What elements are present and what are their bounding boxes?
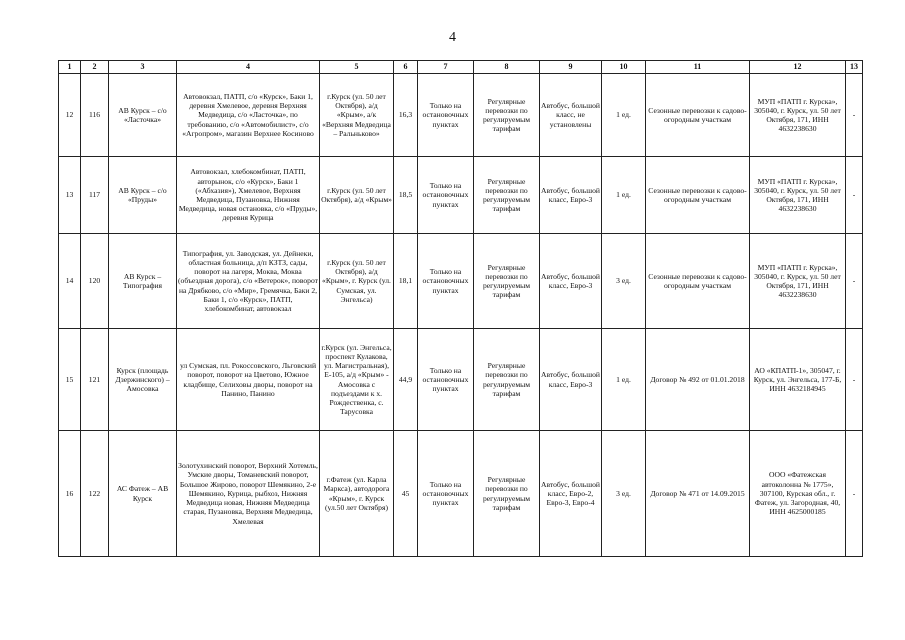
carrier-info: АО «КПАТП-1», 305047, г. Курск, ул. Энгельса, 177-Б, ИНН 4632184945 <box>750 329 846 431</box>
schedule-basis: Договор № 471 от 14.09.2015 <box>646 431 750 557</box>
boarding-procedure: Только на остановочных пунктах <box>418 74 474 157</box>
table-row <box>59 234 863 329</box>
row-number: 14 <box>59 234 81 329</box>
column-header: 4 <box>177 61 320 74</box>
vehicle-class: Автобус, большой класс, Евро-2, Евро-3, Евро-4 <box>540 431 602 557</box>
stops-list: Автовокзал, хлебокомбинат, ПАТП, авторынок, с/о «Курск», Баки 1 («Абхазия»), Хмелевое, Верхняя Медведица, Пузановка, Нижняя Медведица, новая остановка, с/о «Пруды», деревня Курица <box>177 157 320 234</box>
streets-roads: г.Курск (ул. 50 лет Октября), а/д «Крым», г. Курск (ул. Сумская, ул. Энгельса) <box>320 234 394 329</box>
streets-roads: г.Курск (ул. 50 лет Октября), а/д «Крым» <box>320 157 394 234</box>
table-row <box>59 157 863 234</box>
vehicle-count: 1 ед. <box>602 157 646 234</box>
route-name: АВ Курск – с/о «Пруды» <box>109 157 177 234</box>
notes: - <box>846 157 863 234</box>
route-number: 120 <box>81 234 109 329</box>
vehicle-class: Автобус, большой класс, Евро-3 <box>540 157 602 234</box>
route-number: 117 <box>81 157 109 234</box>
row-number: 12 <box>59 74 81 157</box>
vehicle-count: 1 ед. <box>602 74 646 157</box>
route-length: 45 <box>394 431 418 557</box>
transport-type: Регулярные перевозки по регулируемым тарифам <box>474 329 540 431</box>
boarding-procedure: Только на остановочных пунктах <box>418 157 474 234</box>
page-number: 4 <box>449 30 456 45</box>
notes: - <box>846 431 863 557</box>
vehicle-count: 3 ед. <box>602 431 646 557</box>
row-number: 13 <box>59 157 81 234</box>
vehicle-class: Автобус, большой класс, Евро-3 <box>540 234 602 329</box>
carrier-info: МУП «ПАТП г. Курска», 305040, г. Курск, ул. 50 лет Октября, 171, ИНН 4632238630 <box>750 234 846 329</box>
column-header: 9 <box>540 61 602 74</box>
boarding-procedure: Только на остановочных пунктах <box>418 431 474 557</box>
route-length: 16,3 <box>394 74 418 157</box>
stops-list: Автовокзал, ПАТП, с/о «Курск», Баки 1, деревня Хмелевое, деревня Верхняя Медведица, с/о «Ласточка», по требованию, с/о «Автомобилист», с/о «Агропром», магазин Верхнее Косиново <box>177 74 320 157</box>
row-number: 16 <box>59 431 81 557</box>
header-row <box>59 61 863 74</box>
streets-roads: г.Курск (ул. Энгельса, проспект Кулакова, ул. Магистральная), Е-105, а/д «Крым» - Амосовка с подъездами к х. Рождественка, с. Тарусовка <box>320 329 394 431</box>
schedule-basis: Сезонные перевозки к садово-огородным участкам <box>646 74 750 157</box>
vehicle-class: Автобус, большой класс, не установлены <box>540 74 602 157</box>
stops-list: Золотухинский поворот, Верхний Хотемль, Умские дворы, Томаневский поворот, Большое Жирово, поворот Шемякино, 2-е Шемякино, Курица, рыбхоз, Нижняя Медведица новая, Нижняя Медведица старая, Пузановка, Верхняя Медведица, Хмелевая <box>177 431 320 557</box>
column-header: 11 <box>646 61 750 74</box>
route-number: 122 <box>81 431 109 557</box>
route-length: 18,5 <box>394 157 418 234</box>
streets-roads: г.Курск (ул. 50 лет Октября), а/д «Крым», а/к «Верхняя Медведица – Ральньково» <box>320 74 394 157</box>
column-header: 7 <box>418 61 474 74</box>
routes-table <box>58 60 863 557</box>
notes: - <box>846 329 863 431</box>
vehicle-class: Автобус, большой класс, Евро-3 <box>540 329 602 431</box>
column-header: 2 <box>81 61 109 74</box>
schedule-basis: Сезонные перевозки к садово-огородным участкам <box>646 157 750 234</box>
transport-type: Регулярные перевозки по регулируемым тарифам <box>474 74 540 157</box>
vehicle-count: 3 ед. <box>602 234 646 329</box>
column-header: 1 <box>59 61 81 74</box>
table-row <box>59 74 863 157</box>
column-header: 3 <box>109 61 177 74</box>
column-header: 6 <box>394 61 418 74</box>
route-length: 44,9 <box>394 329 418 431</box>
notes: - <box>846 234 863 329</box>
schedule-basis: Договор № 492 от 01.01.2018 <box>646 329 750 431</box>
route-name: Курск (площадь Дзержинского) – Амосовка <box>109 329 177 431</box>
stops-list: ул Сумская, пл. Рокоссовского, Льговский поворот, поворот на Цветово, Южное кладбище, Селиховы дворы, поворот на Панино, Панино <box>177 329 320 431</box>
streets-roads: г.Фатеж (ул. Карла Маркса), автодорога «Крым», г. Курск (ул.50 лет Октября) <box>320 431 394 557</box>
schedule-basis: Сезонные перевозки к садово-огородным участкам <box>646 234 750 329</box>
transport-type: Регулярные перевозки по регулируемым тарифам <box>474 431 540 557</box>
route-number: 121 <box>81 329 109 431</box>
column-header: 13 <box>846 61 863 74</box>
boarding-procedure: Только на остановочных пунктах <box>418 234 474 329</box>
carrier-info: МУП «ПАТП г. Курска», 305040, г. Курск, ул. 50 лет Октября, 171, ИНН 4632238630 <box>750 74 846 157</box>
table-row <box>59 329 863 431</box>
carrier-info: ООО «Фатежская автоколонна № 1775», 307100, Курская обл., г. Фатеж, ул. Загородная, 40, ИНН 4625000185 <box>750 431 846 557</box>
transport-type: Регулярные перевозки по регулируемым тарифам <box>474 234 540 329</box>
route-name: АВ Курск – с/о «Ласточка» <box>109 74 177 157</box>
boarding-procedure: Только на остановочных пунктах <box>418 329 474 431</box>
column-header: 10 <box>602 61 646 74</box>
column-header: 12 <box>750 61 846 74</box>
route-length: 18,1 <box>394 234 418 329</box>
route-number: 116 <box>81 74 109 157</box>
stops-list: Типография, ул. Заводская, ул. Дейнеки, областная больница, д/п КЗТЗ, сады, поворот на лагеря, Моква, Моква (объездная дорога), с/о «Ветерок», поворот на Дрябково, с/о «Мир», Гремячка, Баки 2, Баки 1, с/о «Курск», ПАТП, хлебокомбинат, автовокзал <box>177 234 320 329</box>
column-header: 5 <box>320 61 394 74</box>
route-name: АС Фатеж – АВ Курск <box>109 431 177 557</box>
table-row <box>59 431 863 557</box>
vehicle-count: 1 ед. <box>602 329 646 431</box>
notes: - <box>846 74 863 157</box>
row-number: 15 <box>59 329 81 431</box>
route-name: АВ Курск – Типография <box>109 234 177 329</box>
carrier-info: МУП «ПАТП г. Курска», 305040, г. Курск, ул. 50 лет Октября, 171, ИНН 4632238630 <box>750 157 846 234</box>
column-header: 8 <box>474 61 540 74</box>
transport-type: Регулярные перевозки по регулируемым тарифам <box>474 157 540 234</box>
